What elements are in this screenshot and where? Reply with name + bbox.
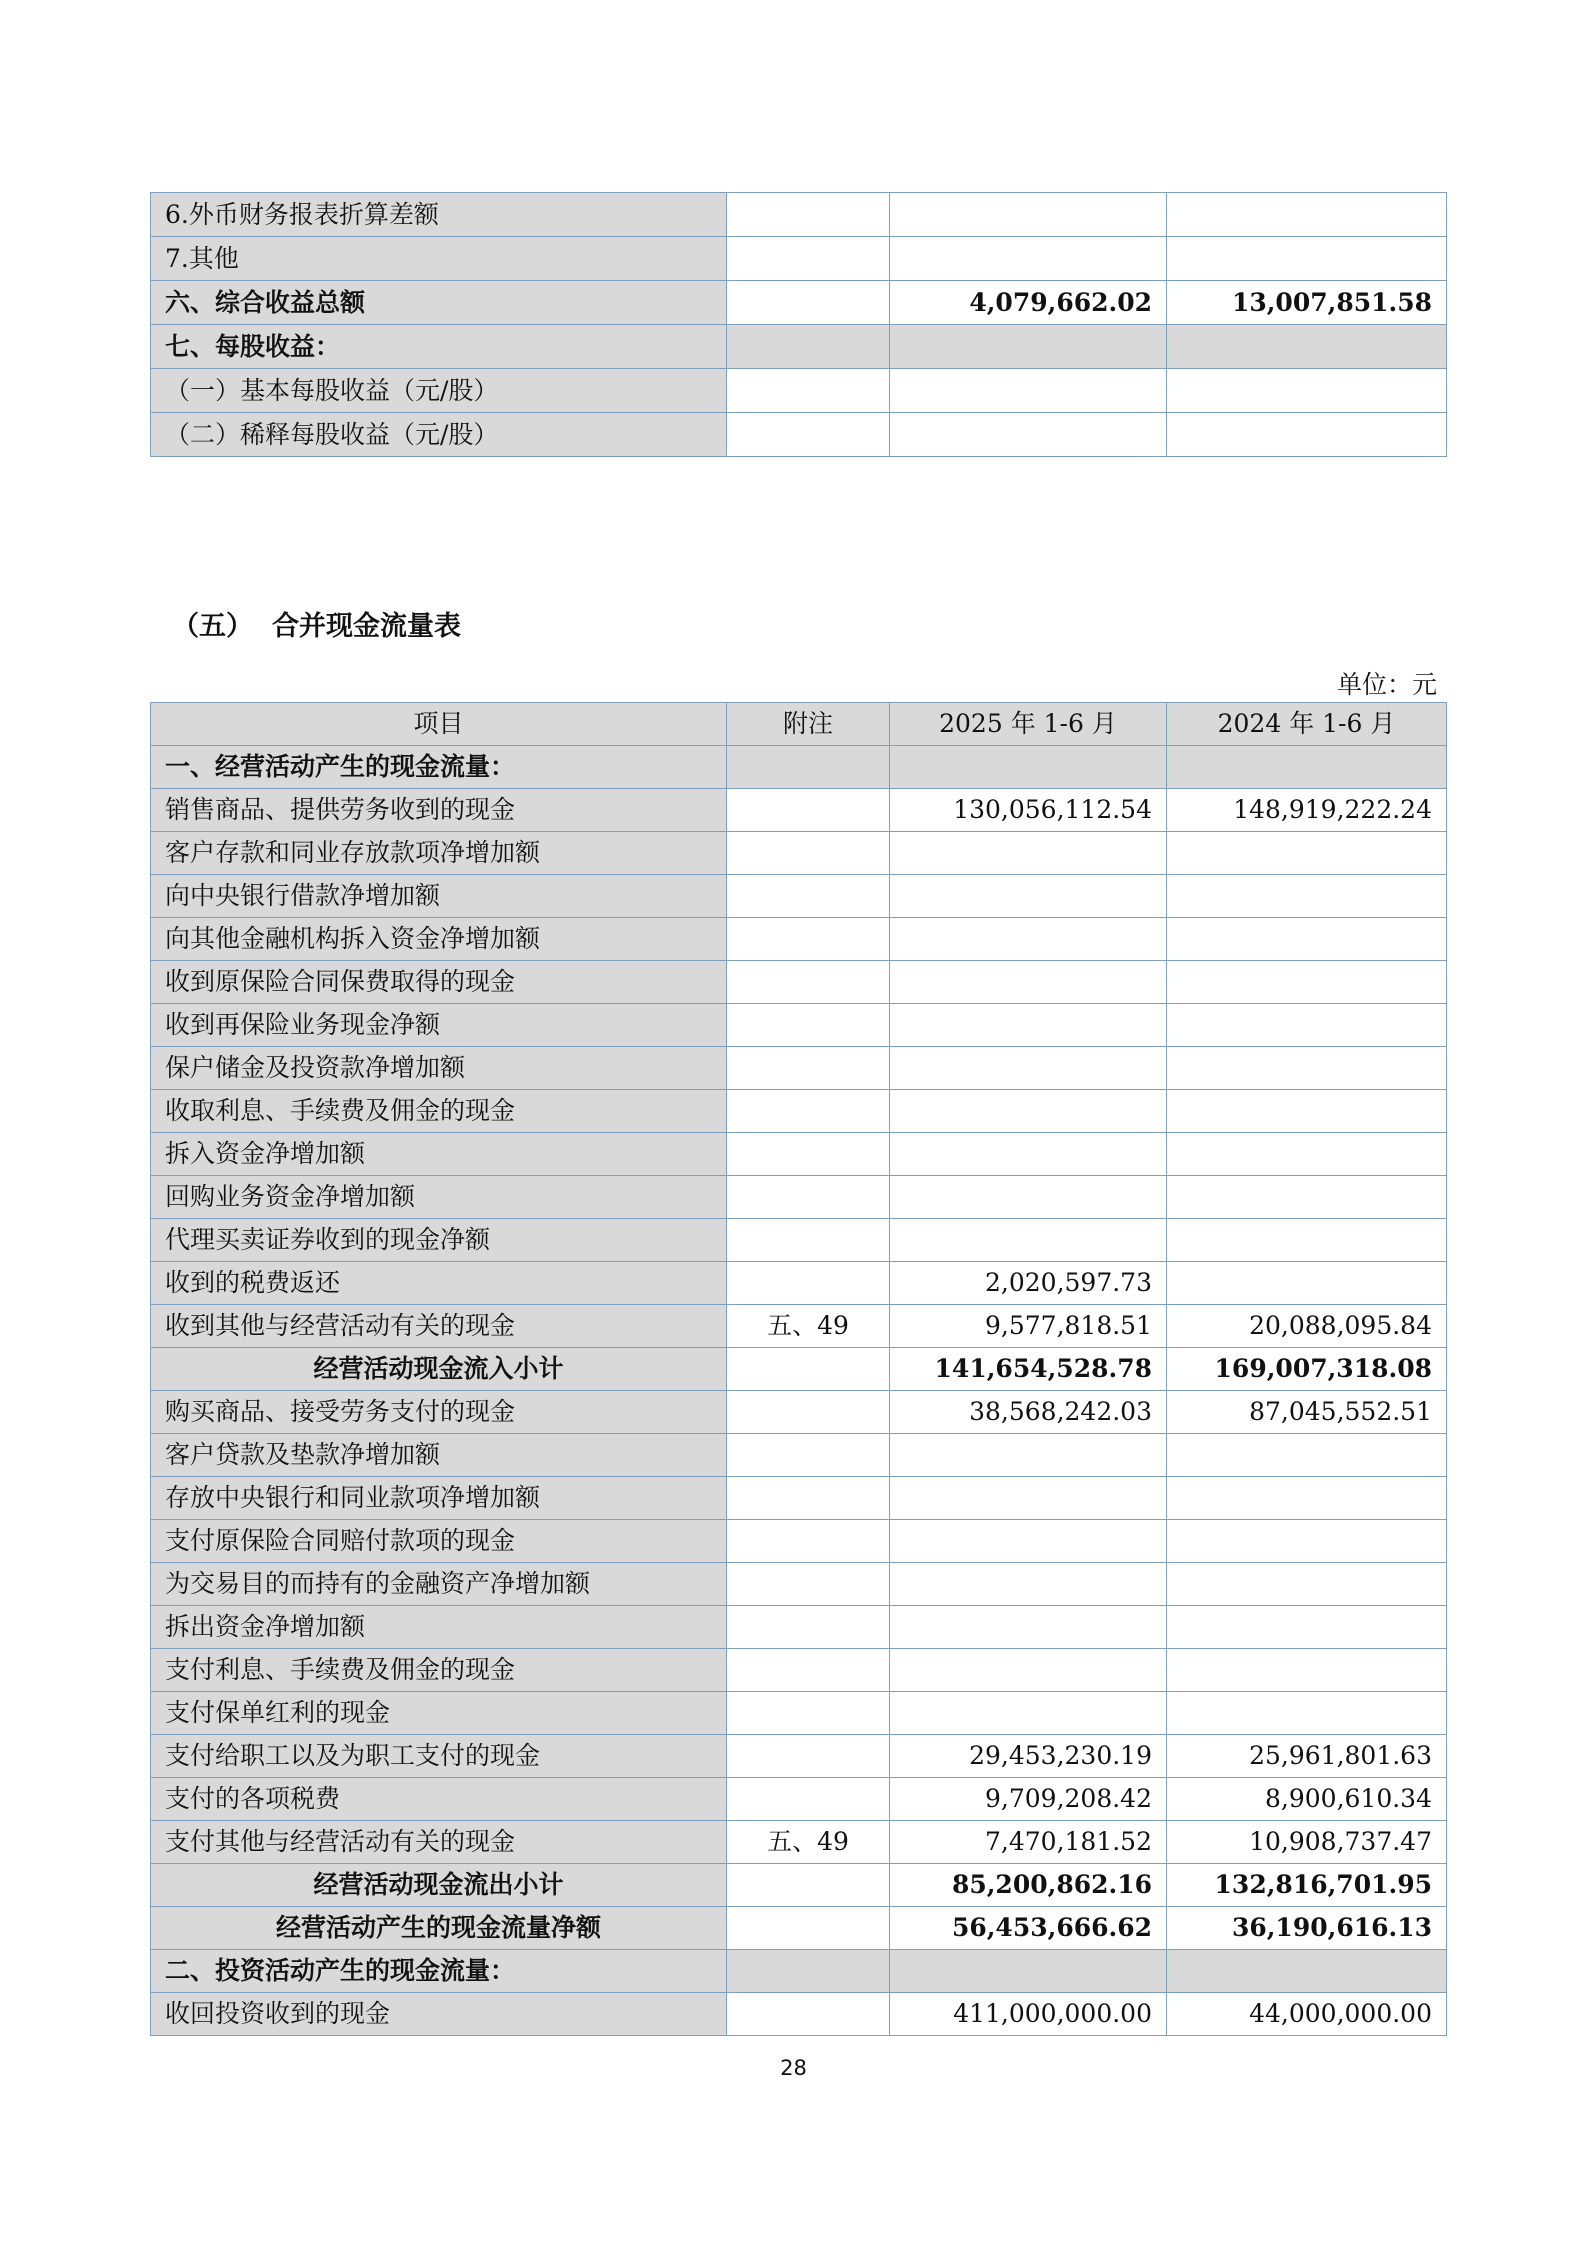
row-note bbox=[727, 281, 890, 325]
row-note bbox=[727, 832, 890, 875]
row-note bbox=[727, 369, 890, 413]
row-current-value: 9,577,818.51 bbox=[890, 1305, 1167, 1348]
unit-label: 单位：元 bbox=[1336, 670, 1437, 699]
row-prior-value bbox=[1167, 1434, 1447, 1477]
row-current-value: 141,654,528.78 bbox=[890, 1348, 1167, 1391]
row-item: 为交易目的而持有的金融资产净增加额 bbox=[151, 1563, 727, 1606]
table-row bbox=[151, 1692, 1447, 1735]
row-current-value: 4,079,662.02 bbox=[890, 281, 1167, 325]
row-item: 收到原保险合同保费取得的现金 bbox=[151, 961, 727, 1004]
row-prior-value bbox=[1167, 918, 1447, 961]
table-row bbox=[151, 1563, 1447, 1606]
table-row bbox=[151, 1649, 1447, 1692]
row-note bbox=[727, 1004, 890, 1047]
row-prior-value bbox=[1167, 1477, 1447, 1520]
table-row bbox=[151, 746, 1447, 789]
row-note bbox=[727, 413, 890, 457]
row-prior-value: 87,045,552.51 bbox=[1167, 1391, 1447, 1434]
row-note bbox=[727, 1606, 890, 1649]
row-current-value bbox=[890, 746, 1167, 789]
row-note bbox=[727, 918, 890, 961]
row-item: 客户存款和同业存放款项净增加额 bbox=[151, 832, 727, 875]
row-prior-value bbox=[1167, 1176, 1447, 1219]
row-prior-value: 10,908,737.47 bbox=[1167, 1821, 1447, 1864]
row-note bbox=[727, 961, 890, 1004]
row-note bbox=[727, 1348, 890, 1391]
row-item: 收到再保险业务现金净额 bbox=[151, 1004, 727, 1047]
row-item: 支付利息、手续费及佣金的现金 bbox=[151, 1649, 727, 1692]
row-prior-value: 25,961,801.63 bbox=[1167, 1735, 1447, 1778]
row-current-value bbox=[890, 1219, 1167, 1262]
row-current-value bbox=[890, 1434, 1167, 1477]
row-current-value bbox=[890, 413, 1167, 457]
row-current-value bbox=[890, 1477, 1167, 1520]
row-item: 客户贷款及垫款净增加额 bbox=[151, 1434, 727, 1477]
row-prior-value bbox=[1167, 1219, 1447, 1262]
row-current-value bbox=[890, 1606, 1167, 1649]
table-row bbox=[151, 1821, 1447, 1864]
row-prior-value bbox=[1167, 1004, 1447, 1047]
row-prior-value bbox=[1167, 1133, 1447, 1176]
row-current-value bbox=[890, 1692, 1167, 1735]
row-item: （二）稀释每股收益（元/股） bbox=[151, 413, 727, 457]
row-current-value bbox=[890, 1047, 1167, 1090]
page-number: 28 bbox=[780, 2056, 807, 2080]
row-prior-value bbox=[1167, 1950, 1447, 1993]
row-note bbox=[727, 193, 890, 237]
row-note bbox=[727, 1950, 890, 1993]
row-prior-value bbox=[1167, 237, 1447, 281]
table-row bbox=[151, 1133, 1447, 1176]
row-note bbox=[727, 1778, 890, 1821]
table-row bbox=[151, 1864, 1447, 1907]
row-current-value: 130,056,112.54 bbox=[890, 789, 1167, 832]
row-item: 二、投资活动产生的现金流量： bbox=[151, 1950, 727, 1993]
row-current-value: 7,470,181.52 bbox=[890, 1821, 1167, 1864]
table-row bbox=[151, 1047, 1447, 1090]
header-note: 附注 bbox=[727, 703, 890, 746]
row-item: （一）基本每股收益（元/股） bbox=[151, 369, 727, 413]
table-row bbox=[151, 1606, 1447, 1649]
row-item: 收到其他与经营活动有关的现金 bbox=[151, 1305, 727, 1348]
table-row bbox=[151, 1348, 1447, 1391]
row-prior-value: 148,919,222.24 bbox=[1167, 789, 1447, 832]
row-current-value bbox=[890, 832, 1167, 875]
row-current-value: 56,453,666.62 bbox=[890, 1907, 1167, 1950]
row-note bbox=[727, 1520, 890, 1563]
row-prior-value bbox=[1167, 1563, 1447, 1606]
table-row bbox=[151, 1477, 1447, 1520]
row-note bbox=[727, 1176, 890, 1219]
row-item: 购买商品、接受劳务支付的现金 bbox=[151, 1391, 727, 1434]
row-note bbox=[727, 746, 890, 789]
cash-flow-table bbox=[150, 702, 1447, 2036]
row-item: 代理买卖证券收到的现金净额 bbox=[151, 1219, 727, 1262]
table-row bbox=[151, 1219, 1447, 1262]
table-row bbox=[151, 1907, 1447, 1950]
row-prior-value: 36,190,616.13 bbox=[1167, 1907, 1447, 1950]
row-prior-value: 13,007,851.58 bbox=[1167, 281, 1447, 325]
row-prior-value bbox=[1167, 1262, 1447, 1305]
table-row bbox=[151, 193, 1447, 237]
section-title: 合并现金流量表 bbox=[272, 611, 461, 642]
table-row bbox=[151, 1090, 1447, 1133]
table-row bbox=[151, 369, 1447, 413]
row-item: 支付原保险合同赔付款项的现金 bbox=[151, 1520, 727, 1563]
table-row bbox=[151, 1520, 1447, 1563]
row-note bbox=[727, 1735, 890, 1778]
table-row bbox=[151, 1735, 1447, 1778]
row-item: 支付其他与经营活动有关的现金 bbox=[151, 1821, 727, 1864]
row-current-value bbox=[890, 1563, 1167, 1606]
row-item: 回购业务资金净增加额 bbox=[151, 1176, 727, 1219]
row-item: 一、经营活动产生的现金流量： bbox=[151, 746, 727, 789]
row-prior-value bbox=[1167, 1692, 1447, 1735]
table-row bbox=[151, 1778, 1447, 1821]
row-current-value bbox=[890, 1649, 1167, 1692]
row-item: 向中央银行借款净增加额 bbox=[151, 875, 727, 918]
row-prior-value bbox=[1167, 325, 1447, 369]
table-row bbox=[151, 875, 1447, 918]
row-prior-value: 20,088,095.84 bbox=[1167, 1305, 1447, 1348]
table-row bbox=[151, 237, 1447, 281]
row-item: 销售商品、提供劳务收到的现金 bbox=[151, 789, 727, 832]
row-current-value bbox=[890, 1176, 1167, 1219]
table-row bbox=[151, 413, 1447, 457]
row-current-value: 85,200,862.16 bbox=[890, 1864, 1167, 1907]
row-item: 经营活动现金流出小计 bbox=[151, 1864, 727, 1907]
row-note bbox=[727, 875, 890, 918]
row-note bbox=[727, 1047, 890, 1090]
row-prior-value: 44,000,000.00 bbox=[1167, 1993, 1447, 2036]
row-item: 经营活动现金流入小计 bbox=[151, 1348, 727, 1391]
row-current-value bbox=[890, 875, 1167, 918]
table-row bbox=[151, 1004, 1447, 1047]
row-item: 支付的各项税费 bbox=[151, 1778, 727, 1821]
row-item: 支付给职工以及为职工支付的现金 bbox=[151, 1735, 727, 1778]
table-row bbox=[151, 281, 1447, 325]
row-current-value bbox=[890, 325, 1167, 369]
table-row bbox=[151, 1950, 1447, 1993]
row-note bbox=[727, 1133, 890, 1176]
row-note bbox=[727, 1090, 890, 1133]
row-note: 五、49 bbox=[727, 1305, 890, 1348]
row-current-value bbox=[890, 1520, 1167, 1563]
row-prior-value bbox=[1167, 746, 1447, 789]
comprehensive-income-table bbox=[150, 192, 1447, 457]
row-prior-value bbox=[1167, 875, 1447, 918]
row-item: 7.其他 bbox=[151, 237, 727, 281]
row-item: 收到的税费返还 bbox=[151, 1262, 727, 1305]
row-prior-value: 8,900,610.34 bbox=[1167, 1778, 1447, 1821]
row-item: 拆入资金净增加额 bbox=[151, 1133, 727, 1176]
table-row bbox=[151, 832, 1447, 875]
row-current-value: 29,453,230.19 bbox=[890, 1735, 1167, 1778]
row-prior-value bbox=[1167, 1649, 1447, 1692]
table-row bbox=[151, 1434, 1447, 1477]
row-item: 拆出资金净增加额 bbox=[151, 1606, 727, 1649]
table-row bbox=[151, 1262, 1447, 1305]
row-current-value bbox=[890, 918, 1167, 961]
row-note bbox=[727, 1434, 890, 1477]
row-prior-value bbox=[1167, 193, 1447, 237]
row-note bbox=[727, 1219, 890, 1262]
row-item: 6.外币财务报表折算差额 bbox=[151, 193, 727, 237]
row-current-value bbox=[890, 1133, 1167, 1176]
row-current-value bbox=[890, 237, 1167, 281]
row-current-value bbox=[890, 369, 1167, 413]
table-row bbox=[151, 1305, 1447, 1348]
row-item: 收回投资收到的现金 bbox=[151, 1993, 727, 2036]
table-row bbox=[151, 918, 1447, 961]
row-prior-value: 132,816,701.95 bbox=[1167, 1864, 1447, 1907]
section-number: （五） bbox=[172, 611, 253, 642]
table-header-row bbox=[151, 703, 1447, 746]
row-note bbox=[727, 1477, 890, 1520]
row-prior-value bbox=[1167, 1606, 1447, 1649]
table-row bbox=[151, 1993, 1447, 2036]
table-row bbox=[151, 1391, 1447, 1434]
row-prior-value bbox=[1167, 1520, 1447, 1563]
row-current-value: 411,000,000.00 bbox=[890, 1993, 1167, 2036]
table-row bbox=[151, 789, 1447, 832]
row-current-value bbox=[890, 961, 1167, 1004]
row-current-value: 2,020,597.73 bbox=[890, 1262, 1167, 1305]
row-note bbox=[727, 1262, 890, 1305]
row-item: 存放中央银行和同业款项净增加额 bbox=[151, 1477, 727, 1520]
row-prior-value bbox=[1167, 1090, 1447, 1133]
row-item: 七、每股收益： bbox=[151, 325, 727, 369]
header-item: 项目 bbox=[151, 703, 727, 746]
row-item: 经营活动产生的现金流量净额 bbox=[151, 1907, 727, 1950]
row-prior-value: 169,007,318.08 bbox=[1167, 1348, 1447, 1391]
row-item: 收取利息、手续费及佣金的现金 bbox=[151, 1090, 727, 1133]
row-note bbox=[727, 325, 890, 369]
row-prior-value bbox=[1167, 413, 1447, 457]
row-item: 六、综合收益总额 bbox=[151, 281, 727, 325]
row-item: 支付保单红利的现金 bbox=[151, 1692, 727, 1735]
row-note bbox=[727, 1391, 890, 1434]
row-note: 五、49 bbox=[727, 1821, 890, 1864]
row-current-value: 9,709,208.42 bbox=[890, 1778, 1167, 1821]
row-current-value bbox=[890, 1950, 1167, 1993]
row-note bbox=[727, 1563, 890, 1606]
section-heading bbox=[172, 604, 461, 643]
row-current-value: 38,568,242.03 bbox=[890, 1391, 1167, 1434]
header-prior-period: 2024 年 1-6 月 bbox=[1167, 703, 1447, 746]
row-current-value bbox=[890, 193, 1167, 237]
row-prior-value bbox=[1167, 832, 1447, 875]
row-prior-value bbox=[1167, 961, 1447, 1004]
row-note bbox=[727, 1864, 890, 1907]
row-note bbox=[727, 1993, 890, 2036]
table-row bbox=[151, 325, 1447, 369]
row-current-value bbox=[890, 1004, 1167, 1047]
row-note bbox=[727, 1649, 890, 1692]
header-current-period: 2025 年 1-6 月 bbox=[890, 703, 1167, 746]
row-note bbox=[727, 237, 890, 281]
row-prior-value bbox=[1167, 1047, 1447, 1090]
row-prior-value bbox=[1167, 369, 1447, 413]
row-item: 保户储金及投资款净增加额 bbox=[151, 1047, 727, 1090]
table-row bbox=[151, 1176, 1447, 1219]
row-current-value bbox=[890, 1090, 1167, 1133]
table-row bbox=[151, 961, 1447, 1004]
row-item: 向其他金融机构拆入资金净增加额 bbox=[151, 918, 727, 961]
row-note bbox=[727, 789, 890, 832]
row-note bbox=[727, 1692, 890, 1735]
row-note bbox=[727, 1907, 890, 1950]
